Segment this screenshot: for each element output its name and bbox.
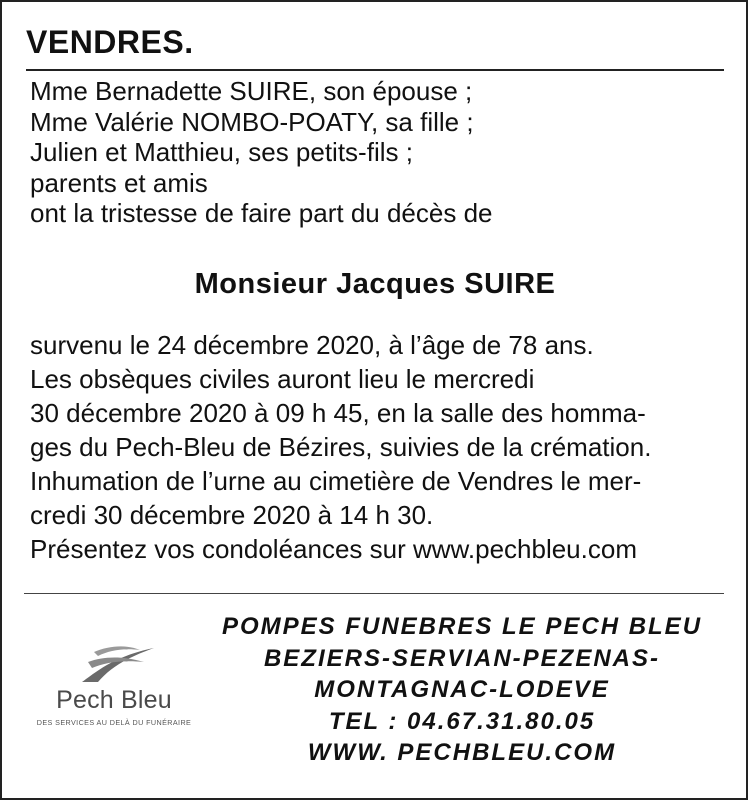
pech-bleu-logo (24, 642, 204, 737)
footer-divider (24, 593, 724, 594)
logo-name: Pech Bleu (56, 686, 172, 714)
logo-tagline: DES SERVICES AU DELÀ DU FUNÉRAIRE (36, 718, 192, 727)
details-line: Inhumation de l’urne au cimetière de Vendres le mer- (30, 466, 642, 496)
funeral-home-phone: TEL : 04.67.31.80.05 (328, 707, 596, 735)
details-line: Présentez vos condoléances sur www.pechbleu.com (30, 534, 637, 564)
funeral-home-locations: BEZIERS-SERVIAN-PEZENAS- (263, 644, 661, 672)
heading-divider (26, 69, 724, 71)
town-heading: VENDRES. (26, 24, 194, 60)
family-line: ont la tristesse de faire part du décès de (30, 198, 493, 228)
details-line: ges du Pech-Bleu de Bézires, suivies de la crémation. (30, 432, 652, 462)
family-announcement (30, 76, 493, 229)
details-line: Les obsèques civiles auront lieu le mercredi (30, 364, 535, 394)
details-line: 30 décembre 2020 à 09 h 45, en la salle des homma- (30, 398, 646, 428)
details-line: credi 30 décembre 2020 à 14 h 30. (30, 500, 434, 530)
family-line: parents et amis (30, 167, 208, 198)
details-line: survenu le 24 décembre 2020, à l’âge de 78 ans. (30, 330, 594, 360)
funeral-home-website: WWW. PECHBLEU.COM (307, 739, 617, 766)
family-line: Mme Valérie NOMBO-POATY, sa fille ; (30, 106, 474, 137)
funeral-home-info (192, 611, 732, 769)
family-line: Mme Bernadette SUIRE, son épouse ; (30, 76, 473, 106)
deceased-name: Monsieur Jacques SUIRE (194, 268, 556, 300)
funeral-home-name: POMPES FUNEBRES LE PECH BLEU (221, 613, 703, 640)
family-line: Julien et Matthieu, ses petits-fils ; (30, 137, 413, 167)
funeral-home-locations: MONTAGNAC-LODEVE (314, 676, 610, 703)
funeral-details (30, 328, 722, 566)
bird-swoosh-icon (74, 642, 158, 691)
